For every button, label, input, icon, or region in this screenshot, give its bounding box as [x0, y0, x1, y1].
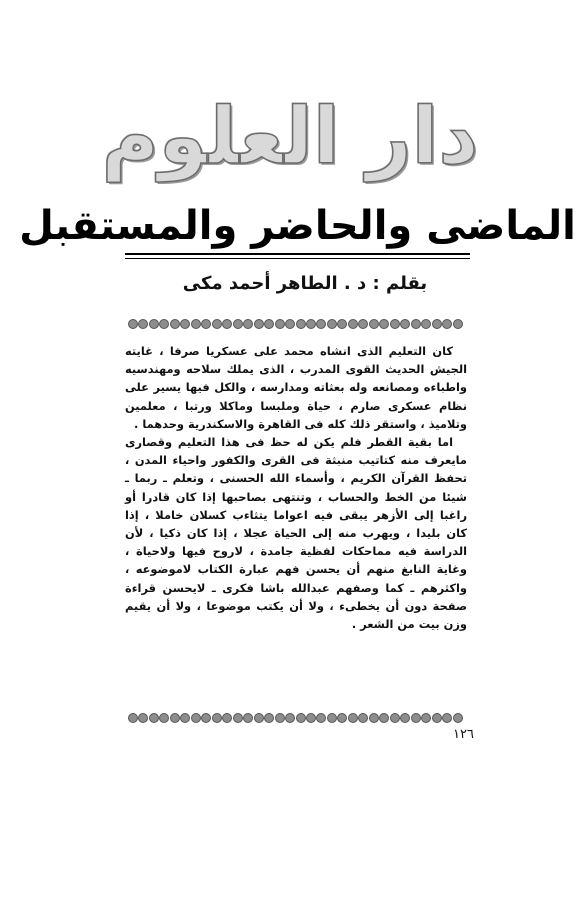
divider-dot [285, 319, 295, 329]
divider-dot [453, 319, 463, 329]
divider-dot [212, 319, 222, 329]
divider-dot [411, 713, 421, 723]
divider-dot [170, 319, 180, 329]
divider-dot [400, 713, 410, 723]
divider-dot [138, 319, 148, 329]
divider-dot [421, 713, 431, 723]
divider-dot [191, 319, 201, 329]
divider-dot [432, 713, 442, 723]
article-body [125, 342, 467, 702]
divider-dot [358, 319, 368, 329]
page-number: ١٢٦ [453, 727, 474, 742]
divider-dot [337, 713, 347, 723]
divider-dot [442, 319, 452, 329]
divider-dot [453, 713, 463, 723]
divider-dot [243, 319, 253, 329]
divider-dot [432, 319, 442, 329]
divider-dot [264, 319, 274, 329]
divider-dot [296, 713, 306, 723]
divider-dot [264, 713, 274, 723]
divider-dot [138, 713, 148, 723]
divider-dot [233, 319, 243, 329]
divider-dot [379, 319, 389, 329]
divider-dot [369, 319, 379, 329]
divider-dot [233, 713, 243, 723]
title-rule-thin [125, 258, 470, 259]
divider-dot [201, 319, 211, 329]
divider-dot [149, 319, 159, 329]
divider-dot [379, 713, 389, 723]
divider-dot [275, 319, 285, 329]
divider-dot [327, 319, 337, 329]
paragraph-1: كان التعليم الذى انشاه محمد على عسكريا صرفا ، غايته الجيش الحديث القوى المدرب ، الذى يملك سلاحه ومهندسيه واطباءه ومصانعه وله بعثاته ومدارسه ، والكل فيها يسير على نظام عسكرى صارم ، حياة وملبسا وماكلا ورتبا ، معلمين وتلاميذ ، واستقر ذلك كله فى القاهرة والاسكندرية وحدهما . [125, 344, 467, 431]
divider-dot [222, 319, 232, 329]
divider-dot [348, 319, 358, 329]
divider-dot [296, 319, 306, 329]
divider-dot [243, 713, 253, 723]
dot-divider-top [128, 316, 463, 332]
divider-dot [306, 713, 316, 723]
title-block [19, 198, 576, 264]
divider-dot [421, 319, 431, 329]
divider-dot [358, 713, 368, 723]
divider-dot [285, 713, 295, 723]
divider-dot [337, 319, 347, 329]
divider-dot [442, 713, 452, 723]
dar-al-uloom-logo [101, 82, 479, 192]
divider-dot [170, 713, 180, 723]
author-byline: بقلم : د . الطاهر أحمد مكى [182, 272, 428, 294]
divider-dot [254, 319, 264, 329]
divider-dot [180, 713, 190, 723]
divider-dot [369, 713, 379, 723]
divider-dot [348, 713, 358, 723]
divider-dot [254, 713, 264, 723]
divider-dot [180, 319, 190, 329]
divider-dot [128, 319, 138, 329]
dot-divider-bottom [128, 710, 463, 726]
divider-dot [400, 319, 410, 329]
divider-dot [212, 713, 222, 723]
logo-text: دار العلوم [101, 92, 479, 182]
title-rule-thick [125, 253, 470, 255]
divider-dot [149, 713, 159, 723]
divider-dot [159, 319, 169, 329]
divider-dot [306, 319, 316, 329]
divider-dot [316, 319, 326, 329]
divider-dot [390, 713, 400, 723]
divider-dot [191, 713, 201, 723]
article-title: الماضى والحاضر والمستقبل [19, 203, 576, 249]
divider-dot [327, 713, 337, 723]
divider-dot [316, 713, 326, 723]
divider-dot [201, 713, 211, 723]
divider-dot [411, 319, 421, 329]
divider-dot [128, 713, 138, 723]
divider-dot [222, 713, 232, 723]
divider-dot [275, 713, 285, 723]
divider-dot [390, 319, 400, 329]
divider-dot [159, 713, 169, 723]
paragraph-2: اما بقية القطر فلم يكن له حظ فى هذا التعليم وقصارى مايعرف منه كتاتيب منبثة فى القرى والكفور واحياء المدن ، تحفظ القرآن الكريم ، وأسماء الله الحسنى ، وتعلم ـ ربما ـ شيئا من الخط والحساب ، وتنتهى بصاحبها إذا كان قادرا أو راغبا إلى الأزهر يبقى فيه اعواما يتثاءب كسلان خاملا ، إذا كان بليدا ، ويهرب منه إلى الحياة عجلا ، إذا كان ذكيا ، لأن الدراسة فيه مماحكات لفظية جامدة ، لاروح فيها ولاحياة ، وغاية النابغ منهم أن يحسن فهم عبارة الكتاب لاموضوعه ، واكثرهم ـ كما وصفهم عبدالله باشا فكرى ـ لايحسن قراءة صفحة دون أن يخطىء ، ولا أن يكتب موضوعا ، ولا أن يقيم وزن بيت من الشعر . [125, 435, 467, 632]
